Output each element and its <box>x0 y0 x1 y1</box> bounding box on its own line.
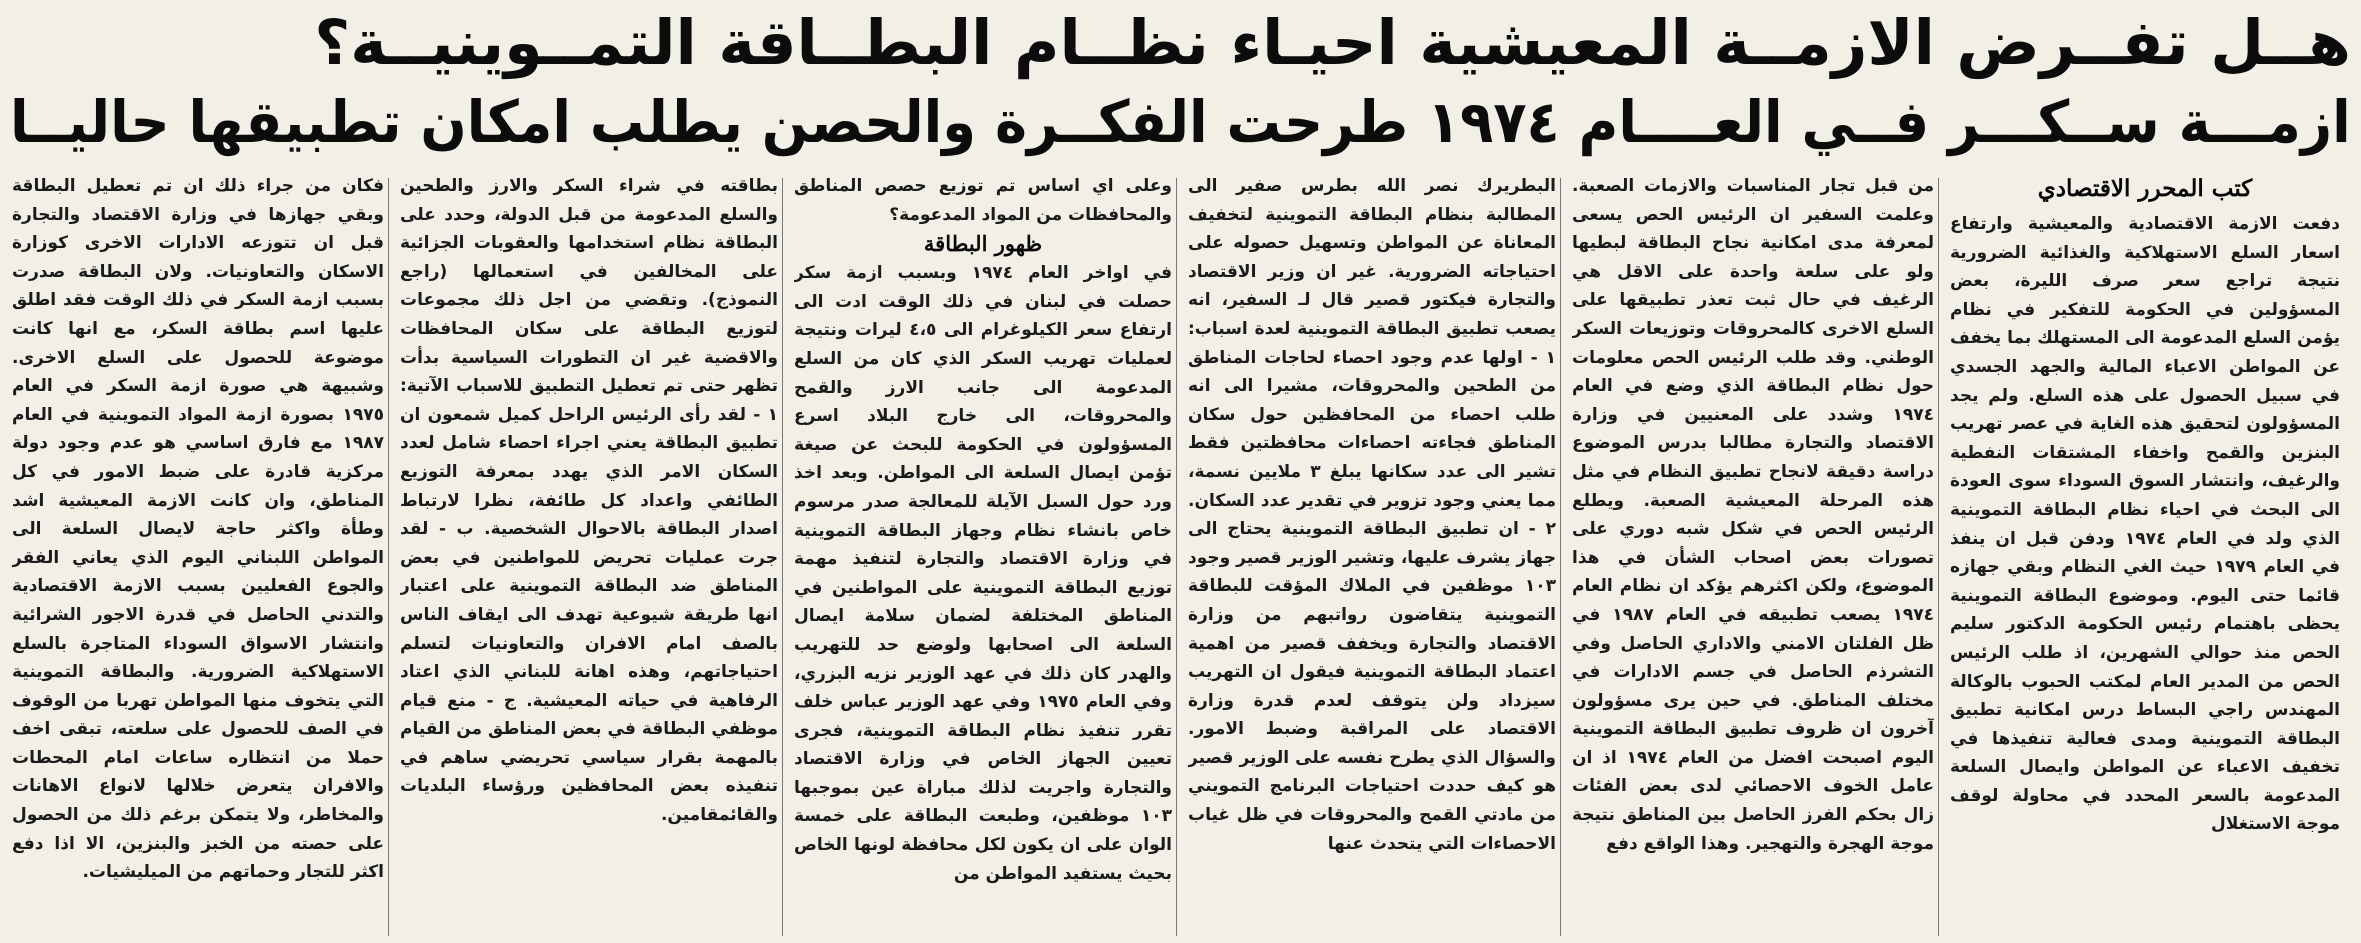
article-column-5 <box>400 172 778 938</box>
column-6-text: فكان من جراء ذلك ان تم تعطيل البطاقة وبقي جهازها في وزارة الاقتصاد والتجارة قبل ان تتوزعه الادارات الاخرى كوزارة الاسكان والتعاونيات. ولان البطاقة صدرت بسبب ازمة السكر في ذلك الوقت فقد اطلق عليها اسم بطاقة السكر، مع انها كانت موضوعة للحصول على السلع الاخرى. وشبيهة هي صورة ازمة السكر في العام ١٩٧٥ بصورة ازمة المواد التموينية في العام ١٩٨٧ مع فارق اساسي هو عدم وجود دولة مركزية قادرة على ضبط الامور في كل المناطق، وان كانت الازمة المعيشية اشد وطأة واكثر حاجة لايصال السلعة الى المواطن اللبناني اليوم الذي يعاني الفقر والجوع الفعليين بسبب الازمة الاقتصادية والتدني الحاصل في قدرة الاجور الشرائية وانتشار الاسواق السوداء المتاجرة بالسلع الاستهلاكية الضرورية. والبطاقة التموينية التي يتخوف منها المواطن تهربا من الوقوف في الصف للحصول على سلعته، تبقى اخف حملا من انتظاره ساعات امام المحطات والافران يتعرض خلالها لانواع الاهانات والمخاطر، ولا يتمكن برغم ذلك من الحصول على حصته من الخبز والبنزين، الا اذا دفع اكثر للتجار وحماتهم من الميليشيات. <box>12 176 384 883</box>
headline-secondary: ازمـــة ســكـــر فــي العــــام ١٩٧٤ طرحت الفكــرة والحصن يطلب امكان تطبيقها حاليــا <box>10 88 2351 156</box>
column-5-text: بطاقته في شراء السكر والارز والطحين والسلع المدعومة من قبل الدولة، وحدد على البطاقة نظام استخدامها والعقوبات الجزائية على المخالفين في استعمالها (راجع النموذج). وتقضي من اجل ذلك مجموعات لتوزيع البطاقة على سكان المحافظات والاقضية غير ان التطورات السياسية بدأت تظهر حتى تم تعطيل التطبيق للاسباب الآتية: ١ - لقد رأى الرئيس الراحل كميل شمعون ان تطبيق البطاقة يعني اجراء احصاء شامل لعدد السكان الامر الذي يهدد بمعرفة التوزيع الطائفي واعداد كل طائفة، نظرا لارتباط اصدار البطاقة بالاحوال الشخصية. ب - لقد جرت عمليات تحريض للمواطنين في بعض المناطق ضد البطاقة التموينية على اعتبار انها طريقة شيوعية تهدف الى ايقاف الناس بالصف امام الافران والتعاونيات لتسلم احتياجاتهم، وهذه اهانة للبناني الذي اعتاد الرفاهية في حياته المعيشية. ج - منع قيام موظفي البطاقة في بعض المناطق من القيام بالمهمة بقرار سياسي تحريضي ساهم في تنفيذه بعض المحافظين ورؤساء البلديات والقائمقامين. <box>400 176 778 826</box>
article-column-2 <box>1572 172 1934 938</box>
column-divider <box>1938 178 1939 936</box>
column-2-text: من قبل تجار المناسبات والازمات الصعبة. وعلمت السفير ان الرئيس الحص يسعى لمعرفة مدى امكانية نجاح البطاقة لبطيها ولو على سلعة واحدة على الاقل هي الرغيف في حال ثبت تعذر تطبيقها على السلع الاخرى كالمحروقات وتوزيعات السكر الوطني. وقد طلب الرئيس الحص معلومات حول نظام البطاقة الذي وضع في العام ١٩٧٤ وشدد على المعنيين في وزارة الاقتصاد والتجارة مطالبا بدرس الموضوع دراسة دقيقة لانجاح تطبيق النظام في مثل هذه المرحلة المعيشية الصعبة. ويطلع الرئيس الحص في شكل شبه دوري على تصورات بعض اصحاب الشأن في هذا الموضوع، ولكن اكثرهم يؤكد ان نظام العام ١٩٧٤ يصعب تطبيقه في العام ١٩٨٧ في ظل الفلتان الامني والاداري الحاصل وفي التشرذم الحاصل في جسم الادارات في مختلف المناطق. في حين يرى مسؤولون آخرون ان ظروف تطبيق البطاقة التموينية اليوم اصبحت افضل من العام ١٩٧٤ اذ ان عامل الخوف الاحصائي لدى بعض الفئات زال بحكم الفرز الحاصل بين المناطق نتيجة موجة الهجرة والتهجير. وهذا الواقع دفع <box>1572 176 1934 854</box>
article-column-6 <box>12 172 384 938</box>
column-4-text: في اواخر العام ١٩٧٤ وبسبب ازمة سكر حصلت في لبنان في ذلك الوقت ادت الى ارتفاع سعر الكيلوغرام الى ٤،٥ ليرات ونتيجة لعمليات تهريب السكر الذي كان من السلع المدعومة الى جانب الارز والقمح والمحروقات، الى خارج البلاد اسرع المسؤولون في الحكومة للبحث عن صيغة تؤمن ايصال السلعة الى المواطن. وبعد اخذ ورد حول السبل الآيلة للمعالجة صدر مرسوم خاص بانشاء نظام وجهاز البطاقة التموينية في وزارة الاقتصاد والتجارة لتنفيذ مهمة توزيع البطاقة التموينية على المواطنين في المناطق المختلفة لضمان سلامة ايصال السلعة الى اصحابها ولوضع حد للتهريب والهدر كان ذلك في عهد الوزير نزيه البزري، وفي العام ١٩٧٥ وفي عهد الوزير عباس خلف تقرر تنفيذ نظام البطاقة التموينية، فجرى تعيين الجهاز الخاص في وزارة الاقتصاد والتجارة واجريت لذلك مباراة عين بموجبها ١٠٣ موظفين، وطبعت البطاقة على خمسة الوان على ان يكون لكل محافظة لونها الخاص بحيث يستفيد المواطن من <box>794 263 1172 884</box>
column-3-text: البطريرك نصر الله بطرس صفير الى المطالبة بنظام البطاقة التموينية لتخفيف المعاناة عن المواطن وتسهيل حصوله على احتياجاته الضرورية. غير ان وزير الاقتصاد والتجارة فيكتور قصير قال لـ السفير، انه يصعب تطبيق البطاقة التموينية لعدة اسباب: ١ - اولها عدم وجود احصاء لحاجات المناطق من الطحين والمحروقات، مشيرا الى انه طلب احصاء من المحافظين حول سكان المناطق فجاءته احصاءات محافظتين فقط تشير الى عدد سكانها يبلغ ٣ ملايين نسمة، مما يعني وجود تزوير في تقدير عدد السكان. ٢ - ان تطبيق البطاقة التموينية يحتاج الى جهاز يشرف عليها، وتشير الوزير قصير وجود ١٠٣ موظفين في الملاك المؤقت للبطاقة التموينية يتقاضون رواتبهم من وزارة الاقتصاد والتجارة ويخفف قصير من اهمية اعتماد البطاقة التموينية فيقول ان التهريب سيزداد ولن يتوقف لعدم قدرة وزارة الاقتصاد على المراقبة وضبط الامور. والسؤال الذي يطرح نفسه على الوزير قصير هو كيف حددت احتياجات البرنامج التمويني من مادتي القمح والمحروقات في ظل غياب الاحصاءات التي يتحدث عنها <box>1188 176 1556 854</box>
subheading: ظهور البطاقة <box>923 231 1043 257</box>
headline-main: هــل تفــرض الازمــة المعيشية احيـاء نظــام البطــاقة التمــوينيــة؟ <box>314 6 2351 79</box>
column-1-text: دفعت الازمة الاقتصادية والمعيشية وارتفاع اسعار السلع الاستهلاكية والغذائية الضرورية نتيجة تراجع سعر صرف الليرة، بعض المسؤولين في الحكومة للتفكير في نظام يؤمن السلع المدعومة الى المستهلك بما يخفف عن المواطن الاعباء المالية والجهد الجسدي في سبيل الحصول على هذه السلع. ولم يجد المسؤولون لتحقيق هذه الغاية في عصر تهريب البنزين والقمح واخفاء المشتقات النفطية والرغيف، وانتشار السوق السوداء سوى العودة الى البحث في احياء نظام البطاقة التموينية الذي ولد في العام ١٩٧٤ ودفن قبل ان ينفذ في العام ١٩٧٩ حيث الغي النظام وبقي جهازه قائما حتى اليوم. وموضوع البطاقة التموينية يحظى باهتمام رئيس الحكومة الدكتور سليم الحص منذ حوالي الشهرين، اذ طلب الرئيس الحص من المدير العام لمكتب الحبوب بالوكالة المهندس راجي البساط درس امكانية تطبيق البطاقة التموينية ومدى فعالية تنفيذها في تخفيف الاعباء عن المواطن وايصال السلعة المدعومة بالسعر المحدد في محاولة لوقف موجة الاستغلال <box>1950 214 2340 835</box>
column-divider <box>782 178 783 936</box>
column-divider <box>388 178 389 936</box>
column-divider <box>1560 178 1561 936</box>
byline: كتب المحرر الاقتصادي <box>2037 175 2253 202</box>
article-column-3 <box>1188 172 1556 938</box>
column-4-text-lead: وعلى اي اساس تم توزيع حصص المناطق والمحافظات من المواد المدعومة؟ <box>794 176 1172 225</box>
column-divider <box>1176 178 1177 936</box>
article-column-4 <box>794 172 1172 938</box>
article-column-1 <box>1950 172 2340 938</box>
